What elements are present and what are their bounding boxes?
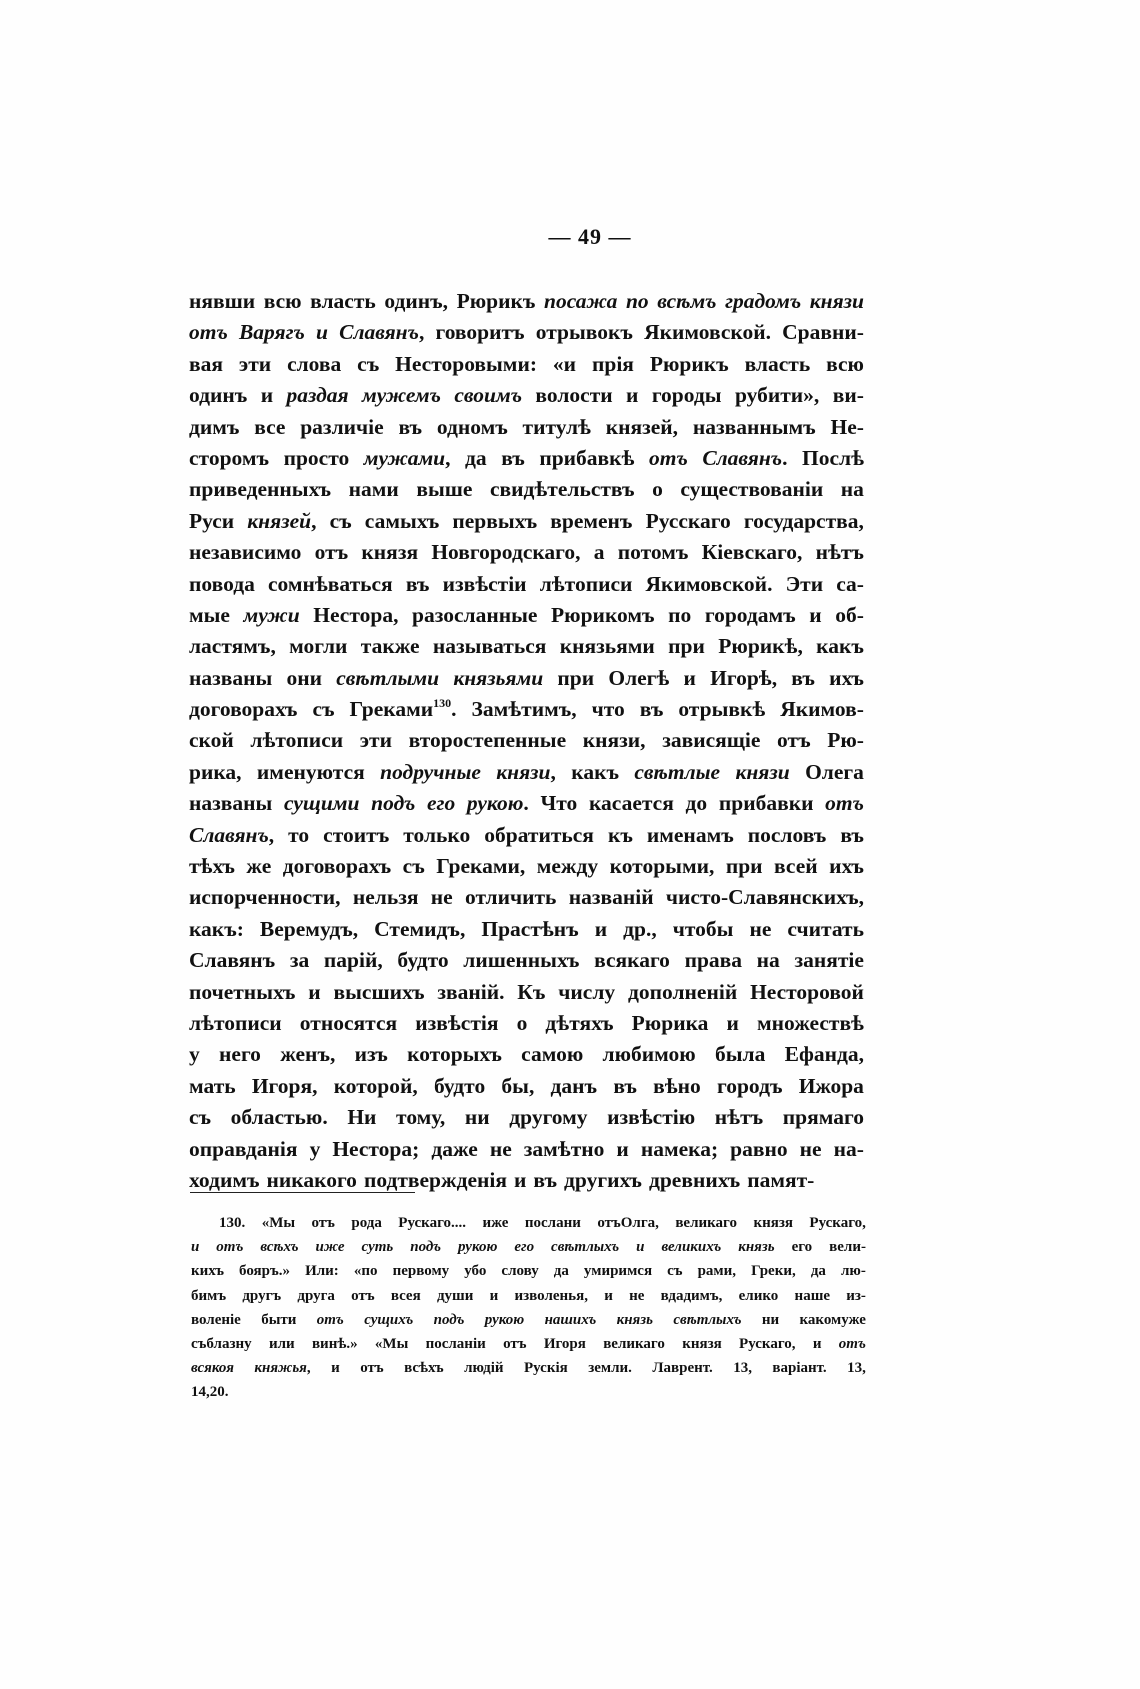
text-line: лѣтописи относятся извѣстія о дѣтяхъ Рюрика и множествѣ: [189, 1010, 864, 1035]
text-line: приведенныхъ нами выше свидѣтельствъ о существованіи на: [189, 477, 864, 502]
text-line: съ областью. Ни тому, ни другому извѣстію нѣтъ прямаго: [189, 1105, 864, 1130]
text-line: названы они свѣтлыми князьями при Олегѣ и Игорѣ, въ ихъ: [189, 665, 864, 690]
text-line: мать Игоря, которой, будто бы, данъ въ вѣно городъ Ижора: [189, 1073, 864, 1098]
footnote-line: воленіе быти отъ сущихъ подъ рукою нашихъ князь свѣтлыхъ ни какомуже: [191, 1311, 866, 1328]
text-line: отъ Варягъ и Славянъ, говоритъ отрывокъ Якимовской. Сравни-: [189, 320, 864, 345]
footnote-line: всякоя княжья, и отъ всѣхъ людій Рускія земли. Лаврент. 13, варіант. 13,: [191, 1360, 866, 1377]
text-line: у него женъ, изъ которыхъ самою любимою была Ефанда,: [189, 1042, 864, 1067]
text-line: ходимъ никакого подтвержденія и въ другихъ древнихъ памят-: [189, 1167, 815, 1192]
text-line: рика, именуются подручные князи, какъ свѣтлые князи Олега: [189, 759, 864, 784]
text-line: независимо отъ князя Новгородскаго, а потомъ Кіевскаго, нѣтъ: [189, 540, 864, 565]
text-line: названы сущими подъ его рукою. Что касается до прибавки отъ: [189, 791, 864, 816]
text-line: сторомъ просто мужами, да въ прибавкѣ отъ Славянъ. Послѣ: [189, 445, 864, 470]
text-line: повода сомнѣваться въ извѣстіи лѣтописи Якимовской. Эти са-: [189, 571, 864, 596]
text-line: Руси князей, съ самыхъ первыхъ временъ Русскаго государства,: [189, 508, 864, 533]
text-line: Славянъ, то стоитъ только обратиться къ именамъ пословъ въ: [189, 822, 864, 847]
footnote-line: 130. «Мы отъ рода Рускаго.... иже послани отъОлга, великаго князя Рускаго,: [219, 1215, 866, 1231]
text-line: ской лѣтописи эти второстепенные князи, зависящіе отъ Рю-: [189, 728, 864, 753]
text-line: оправданія у Нестора; даже не замѣтно и намека; равно не на-: [189, 1136, 864, 1161]
text-line: Славянъ за парій, будто лишенныхъ всякаго права на занятіе: [189, 948, 864, 973]
text-line: ластямъ, могли также называться князьями при Рюрикѣ, какъ: [189, 634, 864, 659]
text-line: мые мужи Нестора, разосланные Рюрикомъ по городамъ и об-: [189, 602, 864, 627]
footnote-line: и отъ всѣхъ иже суть подъ рукою его свѣтлыхъ и великихъ князь его вели-: [191, 1239, 866, 1256]
footnote-line: бимъ другъ друга отъ всея души и изволенья, и не вдадимъ, елико наше из-: [191, 1287, 866, 1304]
main-text: [189, 286, 864, 1196]
text-line: вая эти слова съ Несторовыми: «и прія Рюрикъ власть всю: [189, 351, 864, 376]
text-line: тѣхъ же договорахъ съ Греками, между которыми, при всей ихъ: [189, 854, 864, 879]
text-line: испорченности, нельзя не отличить названій чисто-Славянскихъ,: [189, 885, 864, 910]
page-number: — 49 —: [548, 224, 632, 249]
footnote-rule: [190, 1192, 415, 1193]
text-line: почетныхъ и высшихъ званій. Къ числу дополненій Несторовой: [189, 979, 864, 1004]
text-line: нявши всю власть одинъ, Рюрикъ посажа по всѣмъ градомъ князи: [189, 289, 864, 313]
text-line: димъ все различіе въ одномъ титулѣ князей, названнымъ Не-: [189, 414, 864, 439]
text-line: договорахъ съ Греками$^{130}$. Замѣтимъ, что въ отрывкѣ Якимов-: [189, 696, 864, 722]
footnote-line: съблазну или винѣ.» «Мы посланіи отъ Игоря великаго князя Рускаго, и отъ: [191, 1335, 866, 1352]
footnote-line: 14, 20.: [191, 1384, 229, 1401]
text-line: какъ: Веремудъ, Стемидъ, Прастѣнъ и др., чтобы не считать: [189, 916, 864, 941]
footnote-line: кихъ бояръ.» Или: «по первому убо слову да умиримся съ рами, Греки, да лю-: [191, 1263, 866, 1280]
text-line: одинъ и раздая мужемъ своимъ волости и городы рубити», ви-: [189, 383, 864, 408]
footnote-130: [191, 1211, 866, 1405]
